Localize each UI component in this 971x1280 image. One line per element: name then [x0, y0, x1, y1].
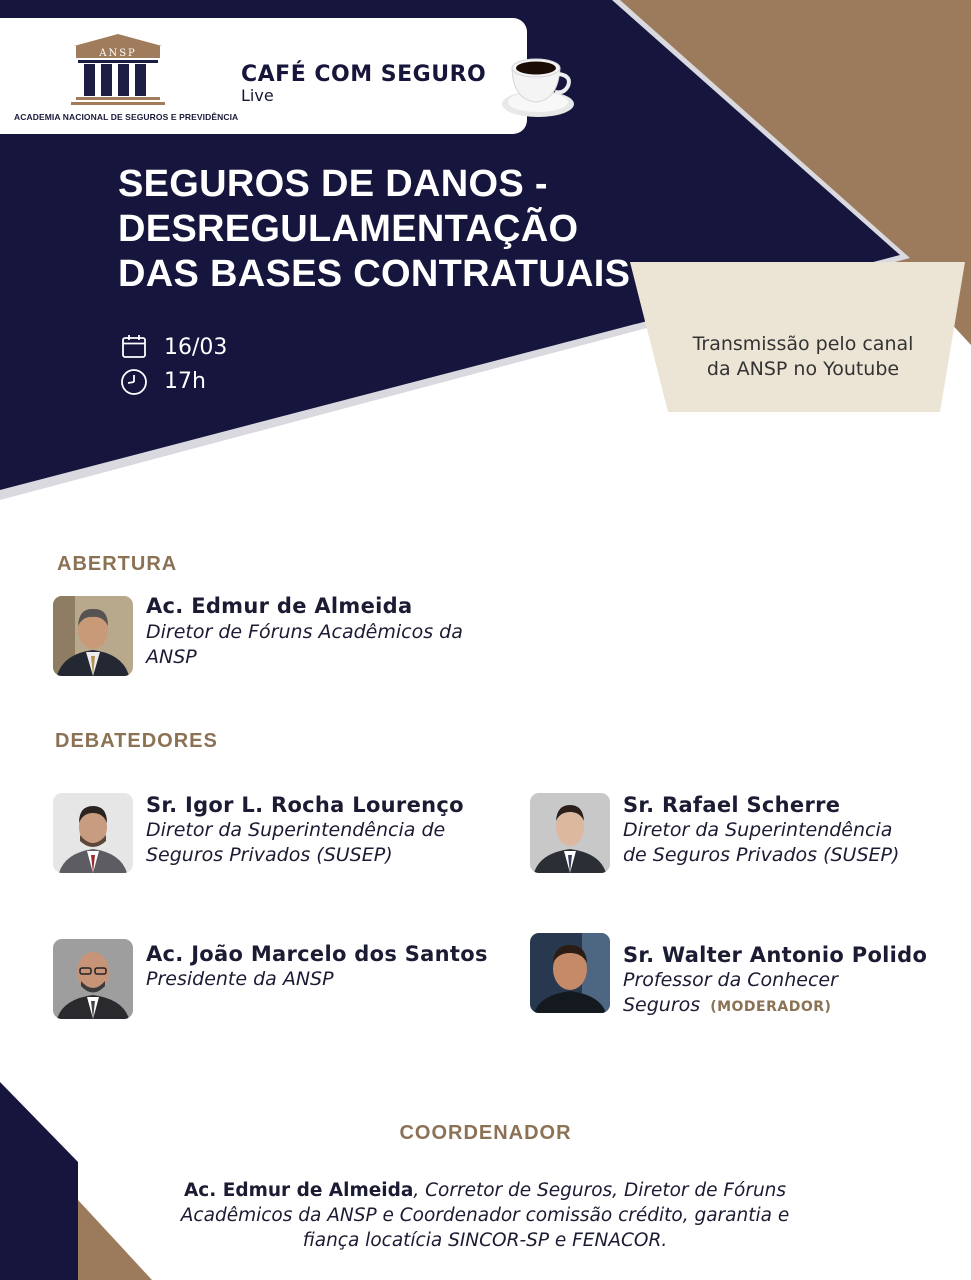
- speaker-name: Ac. Edmur de Almeida: [146, 594, 413, 618]
- section-heading-debaters: DEBATEDORES: [55, 730, 218, 752]
- bottom-left-navy-shape: [0, 1082, 78, 1280]
- coordinator-text: Ac. Edmur de Almeida, Corretor de Seguros, Diretor de Fóruns Acadêmicos da ANSP e Coordenador comissão crédito, garantia e fiança locatícia SINCOR-SP e FENACOR.: [180, 1180, 790, 1251]
- event-title-line: DAS BASES CONTRATUAIS: [118, 253, 631, 295]
- broadcast-line: Transmissão pelo canal: [692, 333, 914, 355]
- speaker-photo-joao: [53, 939, 133, 1019]
- series-subtitle: Live: [241, 86, 274, 105]
- speaker-photo-rafael: [530, 793, 610, 873]
- speaker-role: Diretor da Superintendência de Seguros Privados (SUSEP): [146, 819, 446, 866]
- calendar-icon: [121, 334, 149, 360]
- event-date: 16/03: [164, 335, 228, 360]
- event-time: 17h: [164, 369, 206, 394]
- speaker-name: Sr. Igor L. Rocha Lourenço: [146, 793, 464, 817]
- logo-caption: ACADEMIA NACIONAL DE SEGUROS E PREVIDÊNCIA: [14, 112, 239, 122]
- speaker-photo-igor: [53, 793, 133, 873]
- broadcast-info: [665, 332, 941, 382]
- section-heading-coordinator: COORDENADOR: [399, 1122, 572, 1144]
- coordinator-name: Ac. Edmur de Almeida: [183, 1180, 414, 1201]
- coffee-cup-icon: [498, 46, 576, 124]
- event-title: [118, 162, 630, 297]
- broadcast-line: da ANSP no Youtube: [706, 358, 900, 380]
- section-heading-opening: ABERTURA: [57, 553, 178, 575]
- ansp-building-logo: [68, 32, 168, 110]
- speaker-photo-walter: [530, 933, 610, 1013]
- clock-icon: [120, 368, 150, 398]
- event-title-line: DESREGULAMENTAÇÃO: [118, 208, 579, 250]
- speaker-role: Professor da Conhecer Seguros (MODERADOR): [623, 969, 838, 1016]
- speaker-role: Diretor da Superintendência de Seguros Privados (SUSEP): [623, 819, 900, 866]
- speaker-photo-edmur: [53, 596, 133, 676]
- speaker-role: Diretor de Fóruns Acadêmicos da ANSP: [146, 621, 463, 668]
- logo-monogram: ANSP: [99, 48, 137, 59]
- series-title: CAFÉ COM SEGURO: [241, 62, 487, 87]
- moderator-badge: (MODERADOR): [710, 999, 832, 1015]
- speaker-role: Presidente da ANSP: [146, 968, 334, 990]
- event-title-line: SEGUROS DE DANOS -: [118, 163, 548, 205]
- speaker-name: Sr. Rafael Scherre: [623, 793, 841, 817]
- speaker-name: Ac. João Marcelo dos Santos: [146, 942, 488, 966]
- speaker-name: Sr. Walter Antonio Polido: [623, 943, 928, 967]
